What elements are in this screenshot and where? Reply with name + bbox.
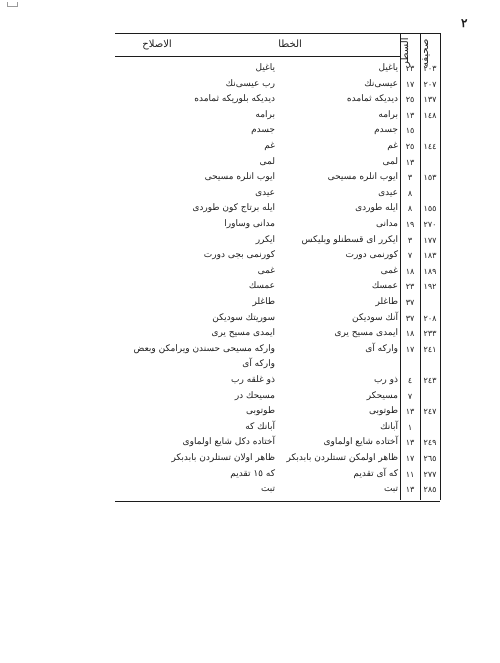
row-line: ١٧ (405, 344, 415, 354)
row-right: طوتوبى (246, 406, 275, 417)
row-line: ١٣ (405, 485, 415, 495)
row-page: ٢٤٣ (423, 376, 437, 385)
errata-row (115, 483, 440, 496)
row-page: ٢٤٧ (423, 407, 437, 417)
row-right: واركه آى (242, 359, 275, 370)
errata-row (115, 249, 440, 262)
row-wrong: عيدى (378, 187, 398, 198)
row-wrong: كه آى تقديم (353, 468, 398, 479)
row-wrong: مدانى (375, 219, 398, 229)
row-right: ياغيل (255, 63, 275, 73)
errata-row (115, 296, 440, 309)
row-line: ٧ (407, 391, 413, 401)
row-wrong: ايله طوردى (355, 203, 398, 214)
row-wrong: كورنمى دورت (345, 250, 398, 261)
row-line: ٧ (407, 251, 413, 261)
row-page: ٢٣٣ (423, 329, 437, 339)
row-right: برامه (255, 109, 275, 120)
row-wrong: طاغلر (375, 297, 398, 307)
errata-row (115, 109, 440, 122)
errata-row (115, 327, 440, 340)
row-page: ٢٨٥ (423, 485, 437, 495)
row-page: ١٥٥ (423, 204, 437, 214)
row-right: طاغلر (252, 297, 275, 307)
row-line: ١٨ (405, 266, 415, 276)
errata-row (115, 187, 440, 200)
row-wrong: ديديكه ثمامده (346, 94, 398, 105)
row-right: تبت (260, 484, 275, 495)
row-wrong: جسدم (374, 125, 398, 136)
errata-row (115, 93, 440, 106)
row-wrong: عمسك (371, 281, 398, 292)
column-rule (440, 33, 441, 500)
row-wrong: لمى (382, 156, 398, 167)
row-right: ايكرر (255, 234, 275, 245)
row-page: ٢٧٠ (423, 220, 437, 229)
row-page: ١٤٨ (423, 110, 437, 120)
row-page: ١٧٧ (423, 235, 437, 245)
errata-row (115, 156, 440, 169)
errata-row (115, 124, 440, 137)
row-line: ١٣ (405, 407, 415, 417)
row-right: واركه مسيحى حسندن ويرامكن وبعض (133, 343, 275, 354)
row-line: ٢٥ (405, 142, 415, 151)
row-line: ٣٧ (405, 313, 415, 323)
errata-row (115, 436, 440, 449)
errata-row (115, 218, 440, 231)
row-right: آختاده دكل شايع اولماوى (182, 437, 275, 448)
row-right: جسدم (251, 125, 275, 136)
row-wrong: واركه آى (365, 343, 398, 354)
row-page: ٢٤١ (423, 344, 437, 354)
row-page: ٢٦٥ (423, 454, 437, 463)
row-line: ١٧ (405, 79, 415, 89)
row-wrong: مسيحكر (366, 390, 398, 401)
row-page: ١٣٧ (423, 95, 437, 105)
row-page: ١٨٣ (423, 251, 437, 261)
row-right: لمى (259, 156, 275, 167)
row-line: ١٣ (405, 157, 415, 167)
row-wrong: آختاده شايع اولماوى (323, 437, 398, 448)
row-page: ٢٤٩ (423, 438, 437, 448)
row-right: ايمدى مسيح يرى (211, 328, 275, 339)
corner-mark (7, 2, 18, 7)
row-page: ٢٠٧ (423, 79, 437, 89)
errata-row (115, 358, 440, 371)
page-number: ٢ (461, 16, 468, 30)
row-line: ١ (407, 422, 413, 432)
row-right: عيدى (255, 187, 275, 198)
row-page: ١٥٣ (423, 173, 437, 183)
row-right: ذو غلقه رب (231, 375, 275, 385)
row-line: ٣ (407, 235, 413, 245)
errata-row (115, 280, 440, 293)
errata-row (115, 62, 440, 75)
row-line: ١١ (405, 469, 415, 479)
errata-row (115, 202, 440, 215)
row-line: ١٣ (405, 438, 415, 448)
errata-row (115, 171, 440, 184)
row-wrong: ظاهر اولمكن تستلردن بابدبكر (286, 453, 398, 463)
errata-row (115, 405, 440, 418)
row-line: ٤ (407, 376, 413, 385)
row-page: ١٨٩ (423, 266, 437, 276)
errata-row (115, 468, 440, 481)
row-right: كورنمى بجى دورت (203, 250, 275, 261)
row-wrong: تبت (383, 484, 398, 495)
row-page: ٢٧٧ (423, 469, 437, 479)
row-page: ١٩٢ (423, 282, 437, 292)
errata-row (115, 374, 440, 387)
row-right: آبانك كه (245, 421, 275, 432)
row-wrong: برامه (378, 109, 398, 120)
row-line: ٨ (407, 204, 413, 214)
row-right: عمسك (248, 281, 275, 292)
errata-row (115, 390, 440, 403)
row-right: ايوب انلره مسيحى (204, 172, 275, 183)
row-right: غمى (257, 265, 275, 276)
row-wrong: ايوب انلره مسيحى (327, 172, 398, 183)
row-line: ١٨ (405, 329, 415, 339)
row-right: ايله برتاج كون طوردى (192, 203, 275, 214)
row-line: ١٥ (405, 126, 415, 136)
row-line: ٢٣ (405, 64, 415, 73)
row-wrong: عيسى‌نك (364, 78, 398, 89)
row-right: ديديكه بلوريكه ثمامده (194, 94, 275, 105)
errata-row (115, 421, 440, 434)
row-line: ٣٧ (405, 298, 415, 307)
header-wrong: الخطا (278, 39, 302, 50)
row-line: ٢٣ (405, 282, 415, 292)
row-wrong: آنك سوديكن (352, 312, 398, 323)
row-wrong: آبانك (380, 421, 398, 432)
row-right: غم (264, 141, 275, 151)
row-wrong: طوتوبى (369, 406, 398, 417)
row-page: ٢٠٨ (423, 313, 437, 323)
row-wrong: ايمدى مسيح يرى (334, 328, 398, 339)
row-line: ١٣ (405, 110, 415, 120)
row-right: كه ١٥ تقديم (230, 468, 275, 479)
row-page: ١٤٤ (423, 142, 437, 151)
row-line: ٣ (407, 173, 413, 183)
row-line: ٢٥ (405, 95, 415, 105)
row-right: سوريتك سوديكن (212, 312, 275, 323)
errata-row (115, 312, 440, 325)
errata-row (115, 234, 440, 247)
header-right: الاصلاح (142, 39, 172, 50)
errata-row (115, 343, 440, 356)
errata-row (115, 452, 440, 465)
row-right: مدانى وساورا (224, 219, 275, 229)
row-right: ظاهر اولان تستلردن بابدبكر (171, 453, 275, 463)
errata-row (115, 140, 440, 153)
row-wrong: ايكرر اى قسطنلو وبليكس (301, 234, 398, 245)
row-line: ١٧ (405, 454, 415, 463)
header-rule (115, 56, 400, 57)
row-page: ٢٠٣ (423, 64, 437, 73)
row-wrong: غم (387, 141, 398, 151)
header-line: السطر (400, 37, 411, 67)
row-right: رب عيسى‌نك (225, 78, 275, 89)
errata-row (115, 78, 440, 91)
header-page: صحيفه (420, 38, 431, 68)
row-wrong: غمى (380, 265, 398, 276)
errata-row (115, 265, 440, 278)
row-right: مسيحك در (234, 390, 275, 401)
row-wrong: ياغيل (378, 63, 398, 73)
row-line: ٨ (407, 188, 413, 198)
row-wrong: ذو رب (373, 375, 398, 385)
row-line: ١٩ (405, 220, 415, 229)
